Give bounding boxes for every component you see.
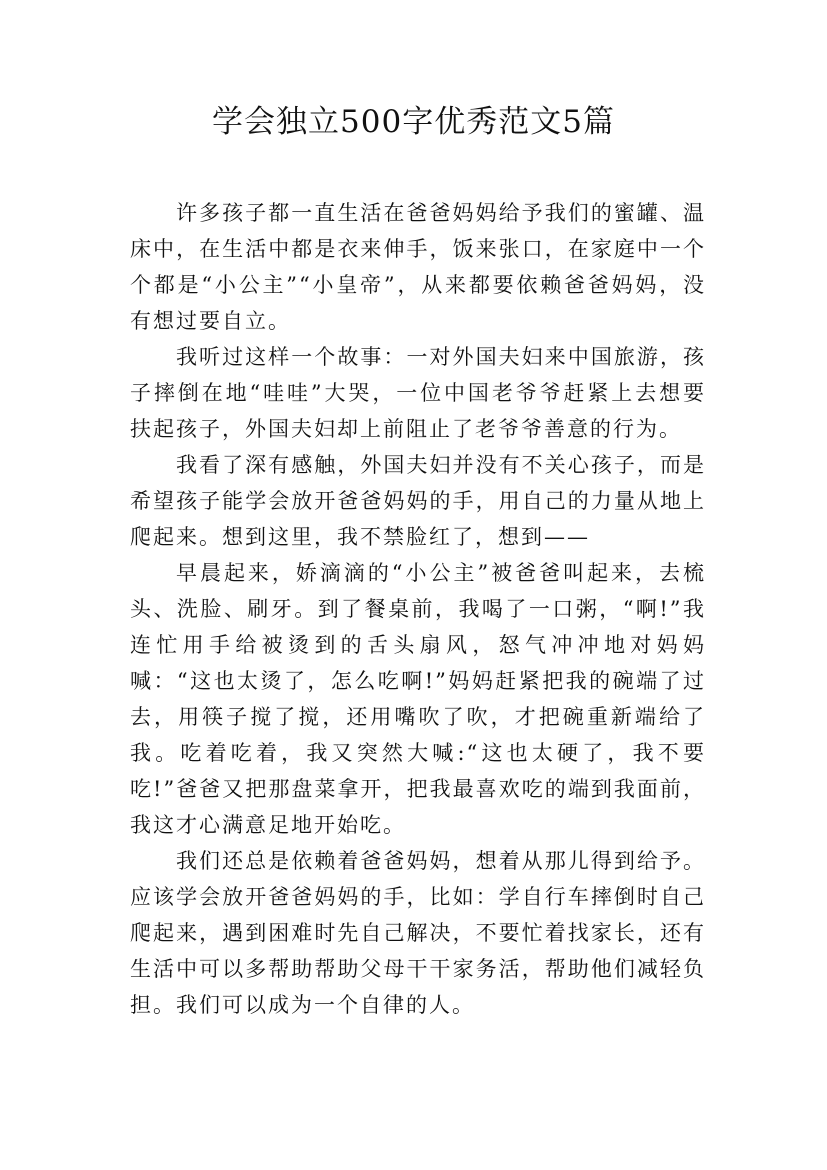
paragraph-1: 许多孩子都一直生活在爸爸妈妈给予我们的蜜罐、温床中，在生活中都是衣来伸手，饭来张口，在家庭中一个个都是“小公主”“小皇帝”，从来都要依赖爸爸妈妈，没有想过要自立。 [130,201,706,333]
paragraph-2: 我听过这样一个故事：一对外国夫妇来中国旅游，孩子摔倒在地“哇哇”大哭，一位中国老爷爷赶紧上去想要扶起孩子，外国夫妇却上前阻止了老爷爷善意的行为。 [130,345,706,441]
document-body [130,195,706,1023]
paragraph-5: 我们还总是依赖着爸爸妈妈，想着从那儿得到给予。应该学会放开爸爸妈妈的手，比如：学自行车摔倒时自己爬起来，遇到困难时先自己解决，不要忙着找家长，还有生活中可以多帮助帮助父母干干家务活，帮助他们减轻负担。我们可以成为一个自律的人。 [130,849,706,1017]
paragraph-3: 我看了深有感触，外国夫妇并没有不关心孩子，而是希望孩子能学会放开爸爸妈妈的手，用自己的力量从地上爬起来。想到这里，我不禁脸红了，想到—— [130,453,706,549]
document-title: 学会独立500字优秀范文5篇 [212,104,615,140]
paragraph-4: 早晨起来，娇滴滴的“小公主”被爸爸叫起来，去梳头、洗脸、刷牙。到了餐桌前，我喝了一口粥，“啊!”我连忙用手给被烫到的舌头扇风，怒气冲冲地对妈妈喊：“这也太烫了，怎么吃啊!”妈妈赶紧把我的碗端了过去，用筷子搅了搅，还用嘴吹了吹，才把碗重新端给了我。吃着吃着，我又突然大喊:“这也太硬了，我不要吃!”爸爸又把那盘菜拿开，把我最喜欢吃的端到我面前，我这才心满意足地开始吃。 [130,561,706,837]
